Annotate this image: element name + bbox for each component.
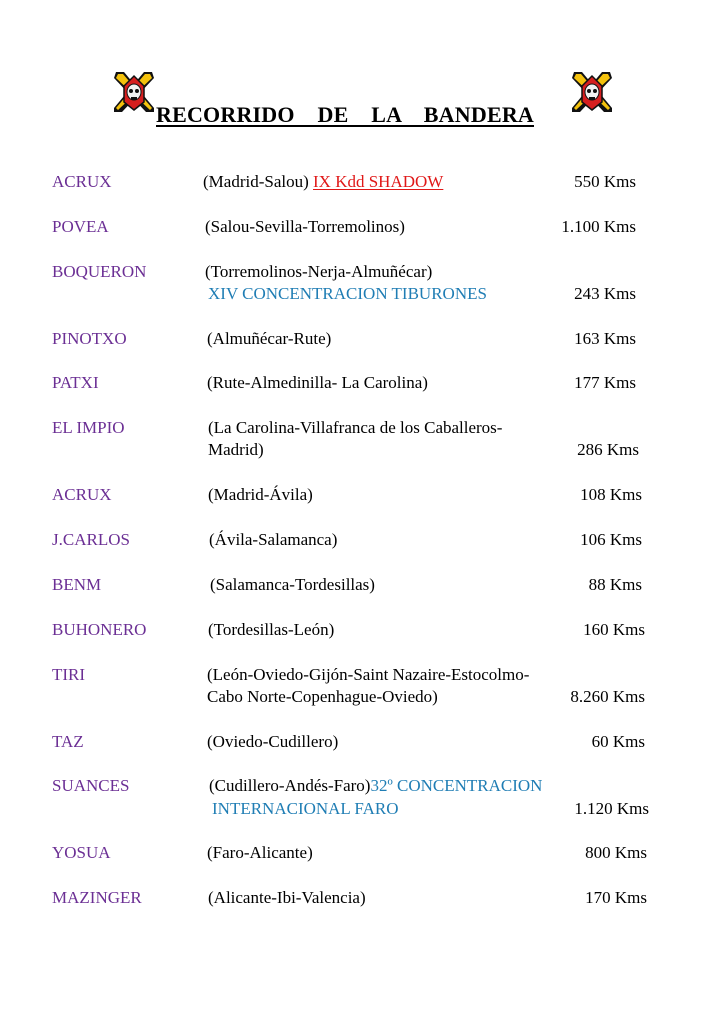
rider-name: BUHONERO [52,620,147,639]
rider-name: BENM [52,575,102,594]
rider-name: MAZINGER [52,888,142,907]
route-text: (Madrid-Ávila) [208,485,313,504]
route-text: (Salamanca-Tordesillas) [210,575,375,594]
event-text: XIV CONCENTRACION TIBURONES [208,284,487,303]
rider-name: POVEA [52,217,109,236]
distance: 1.100 Kms [561,217,636,236]
distance: 60 Kms [591,732,645,751]
route-text: (Ávila-Salamanca) [209,530,338,549]
event-text: 32º CONCENTRACION [370,776,543,795]
distance: 243 Kms [574,284,636,303]
route-text: (Tordesillas-León) [208,620,335,639]
route-text: (Salou-Sevilla-Torremolinos) [205,217,405,236]
route-text-continued: Cabo Norte-Copenhague-Oviedo) [207,687,438,706]
distance: 88 Kms [588,575,642,594]
rider-name: J.CARLOS [52,530,130,549]
rider-name: TIRI [52,665,86,684]
event-text-continued: INTERNACIONAL FARO [212,799,399,818]
distance: 550 Kms [574,172,636,191]
route-text: (Rute-Almedinilla- La Carolina) [207,373,428,392]
distance: 286 Kms [577,440,639,459]
distance: 163 Kms [574,329,636,348]
distance: 170 Kms [585,888,647,907]
rider-name: ACRUX [52,172,112,191]
route-text: (Alicante-Ibi-Valencia) [208,888,366,907]
distance: 160 Kms [583,620,645,639]
rider-name: ACRUX [52,485,112,504]
distance: 8.260 Kms [570,687,645,706]
distance: 1.120 Kms [574,799,649,818]
route-text: (Torremolinos-Nerja-Almuñécar) [205,262,433,281]
rider-name: TAZ [52,732,84,751]
route-segment: (Madrid-Salou) [203,172,314,191]
route-text: (Almuñécar-Rute) [207,329,332,348]
rider-name: EL IMPIO [52,418,125,437]
route-text [203,171,443,193]
rider-name: SUANCES [52,776,130,795]
distance: 800 Kms [585,843,647,862]
rider-name: PATXI [52,373,99,392]
route-text: (Oviedo-Cudillero) [207,732,339,751]
skull-emblem-left-icon [110,68,158,116]
route-segment: (Cudillero-Andés-Faro) [209,776,371,795]
rider-name: PINOTXO [52,329,127,348]
distance: 177 Kms [574,373,636,392]
route-text [209,775,542,797]
rider-name: YOSUA [52,843,111,862]
distance: 106 Kms [580,530,642,549]
rider-name: BOQUERON [52,262,147,281]
distance: 108 Kms [580,485,642,504]
page-title: RECORRIDO DE LA BANDERA [156,102,534,127]
skull-emblem-right-icon [568,68,616,116]
event-link[interactable]: IX Kdd SHADOW [313,172,444,191]
route-text: (La Carolina-Villafranca de los Caballeros- [208,418,503,437]
route-text: (León-Oviedo-Gijón-Saint Nazaire-Estocolmo- [207,665,530,684]
route-text: (Faro-Alicante) [207,843,313,862]
route-text-continued: Madrid) [208,440,264,459]
